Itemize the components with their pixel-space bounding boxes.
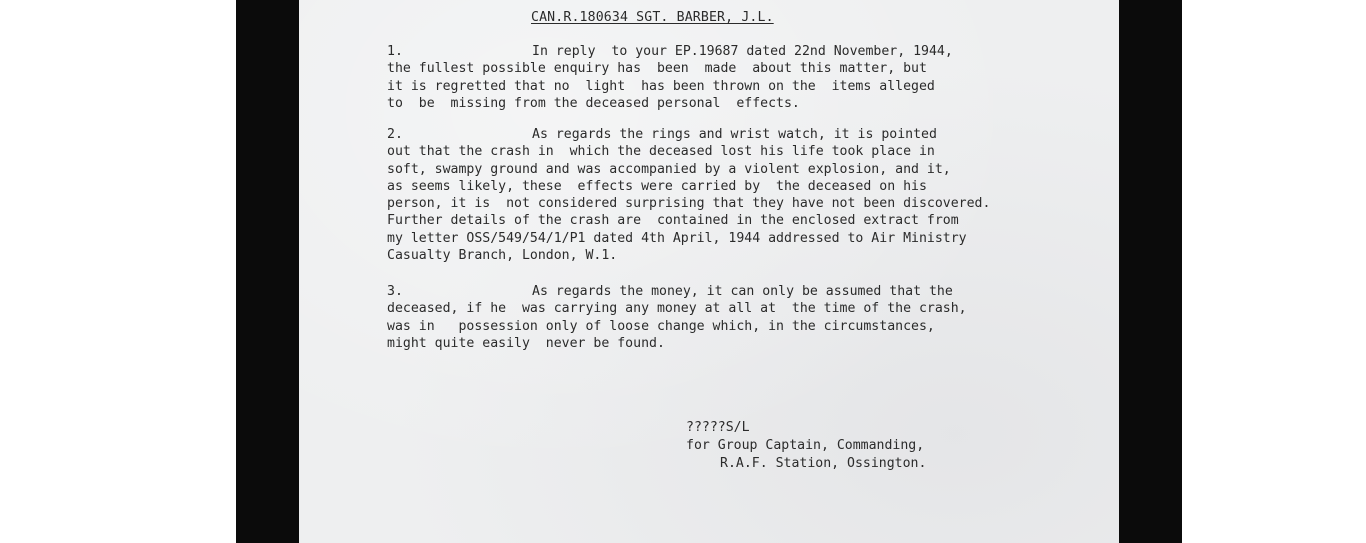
paragraph-line: it is regretted that no light has been thrown on the items alleged	[387, 78, 935, 94]
paragraph-line: as seems likely, these effects were carried by the deceased on his	[387, 178, 927, 194]
paragraph-line: might quite easily never be found.	[387, 335, 665, 351]
paragraph-line: person, it is not considered surprising that they have not been discovered.	[387, 196, 991, 212]
paragraph-line: As regards the rings and wrist watch, it is pointed	[532, 127, 937, 142]
paragraph-line: was in possession only of loose change which, in the circumstances,	[387, 318, 935, 334]
paragraph-number: 3.	[387, 284, 403, 299]
signature-title: for Group Captain, Commanding,	[686, 438, 925, 453]
paragraph-2	[387, 126, 990, 264]
paragraph-line: As regards the money, it can only be assumed that the	[532, 284, 953, 299]
paragraph-number: 2.	[387, 127, 403, 142]
paragraph-line: Further details of the crash are contained in the enclosed extract from	[387, 213, 959, 229]
paragraph-line: my letter OSS/549/54/1/P1 dated 4th April, 1944 addressed to Air Ministry	[387, 230, 967, 246]
paragraph-line: to be missing from the deceased personal effects.	[387, 95, 800, 111]
signature-initials: ?????S/L	[686, 420, 750, 435]
paragraph-line: soft, swampy ground and was accompanied by a violent explosion, and it,	[387, 161, 951, 177]
paragraph-number: 1.	[387, 44, 403, 59]
paragraph-1	[387, 43, 953, 112]
paragraph-line: Casualty Branch, London, W.1.	[387, 248, 618, 264]
paragraph-line: out that the crash in which the deceased lost his life took place in	[387, 144, 935, 160]
letter-heading: CAN.R.180634 SGT. BARBER, J.L.	[531, 10, 774, 25]
paragraph-line: the fullest possible enquiry has been made about this matter, but	[387, 61, 927, 77]
paragraph-line: In reply to your EP.19687 dated 22nd November, 1944,	[532, 44, 953, 59]
signature-station: R.A.F. Station, Ossington.	[720, 456, 927, 471]
paragraph-3	[387, 283, 967, 352]
paragraph-line: deceased, if he was carrying any money at all at the time of the crash,	[387, 301, 967, 317]
